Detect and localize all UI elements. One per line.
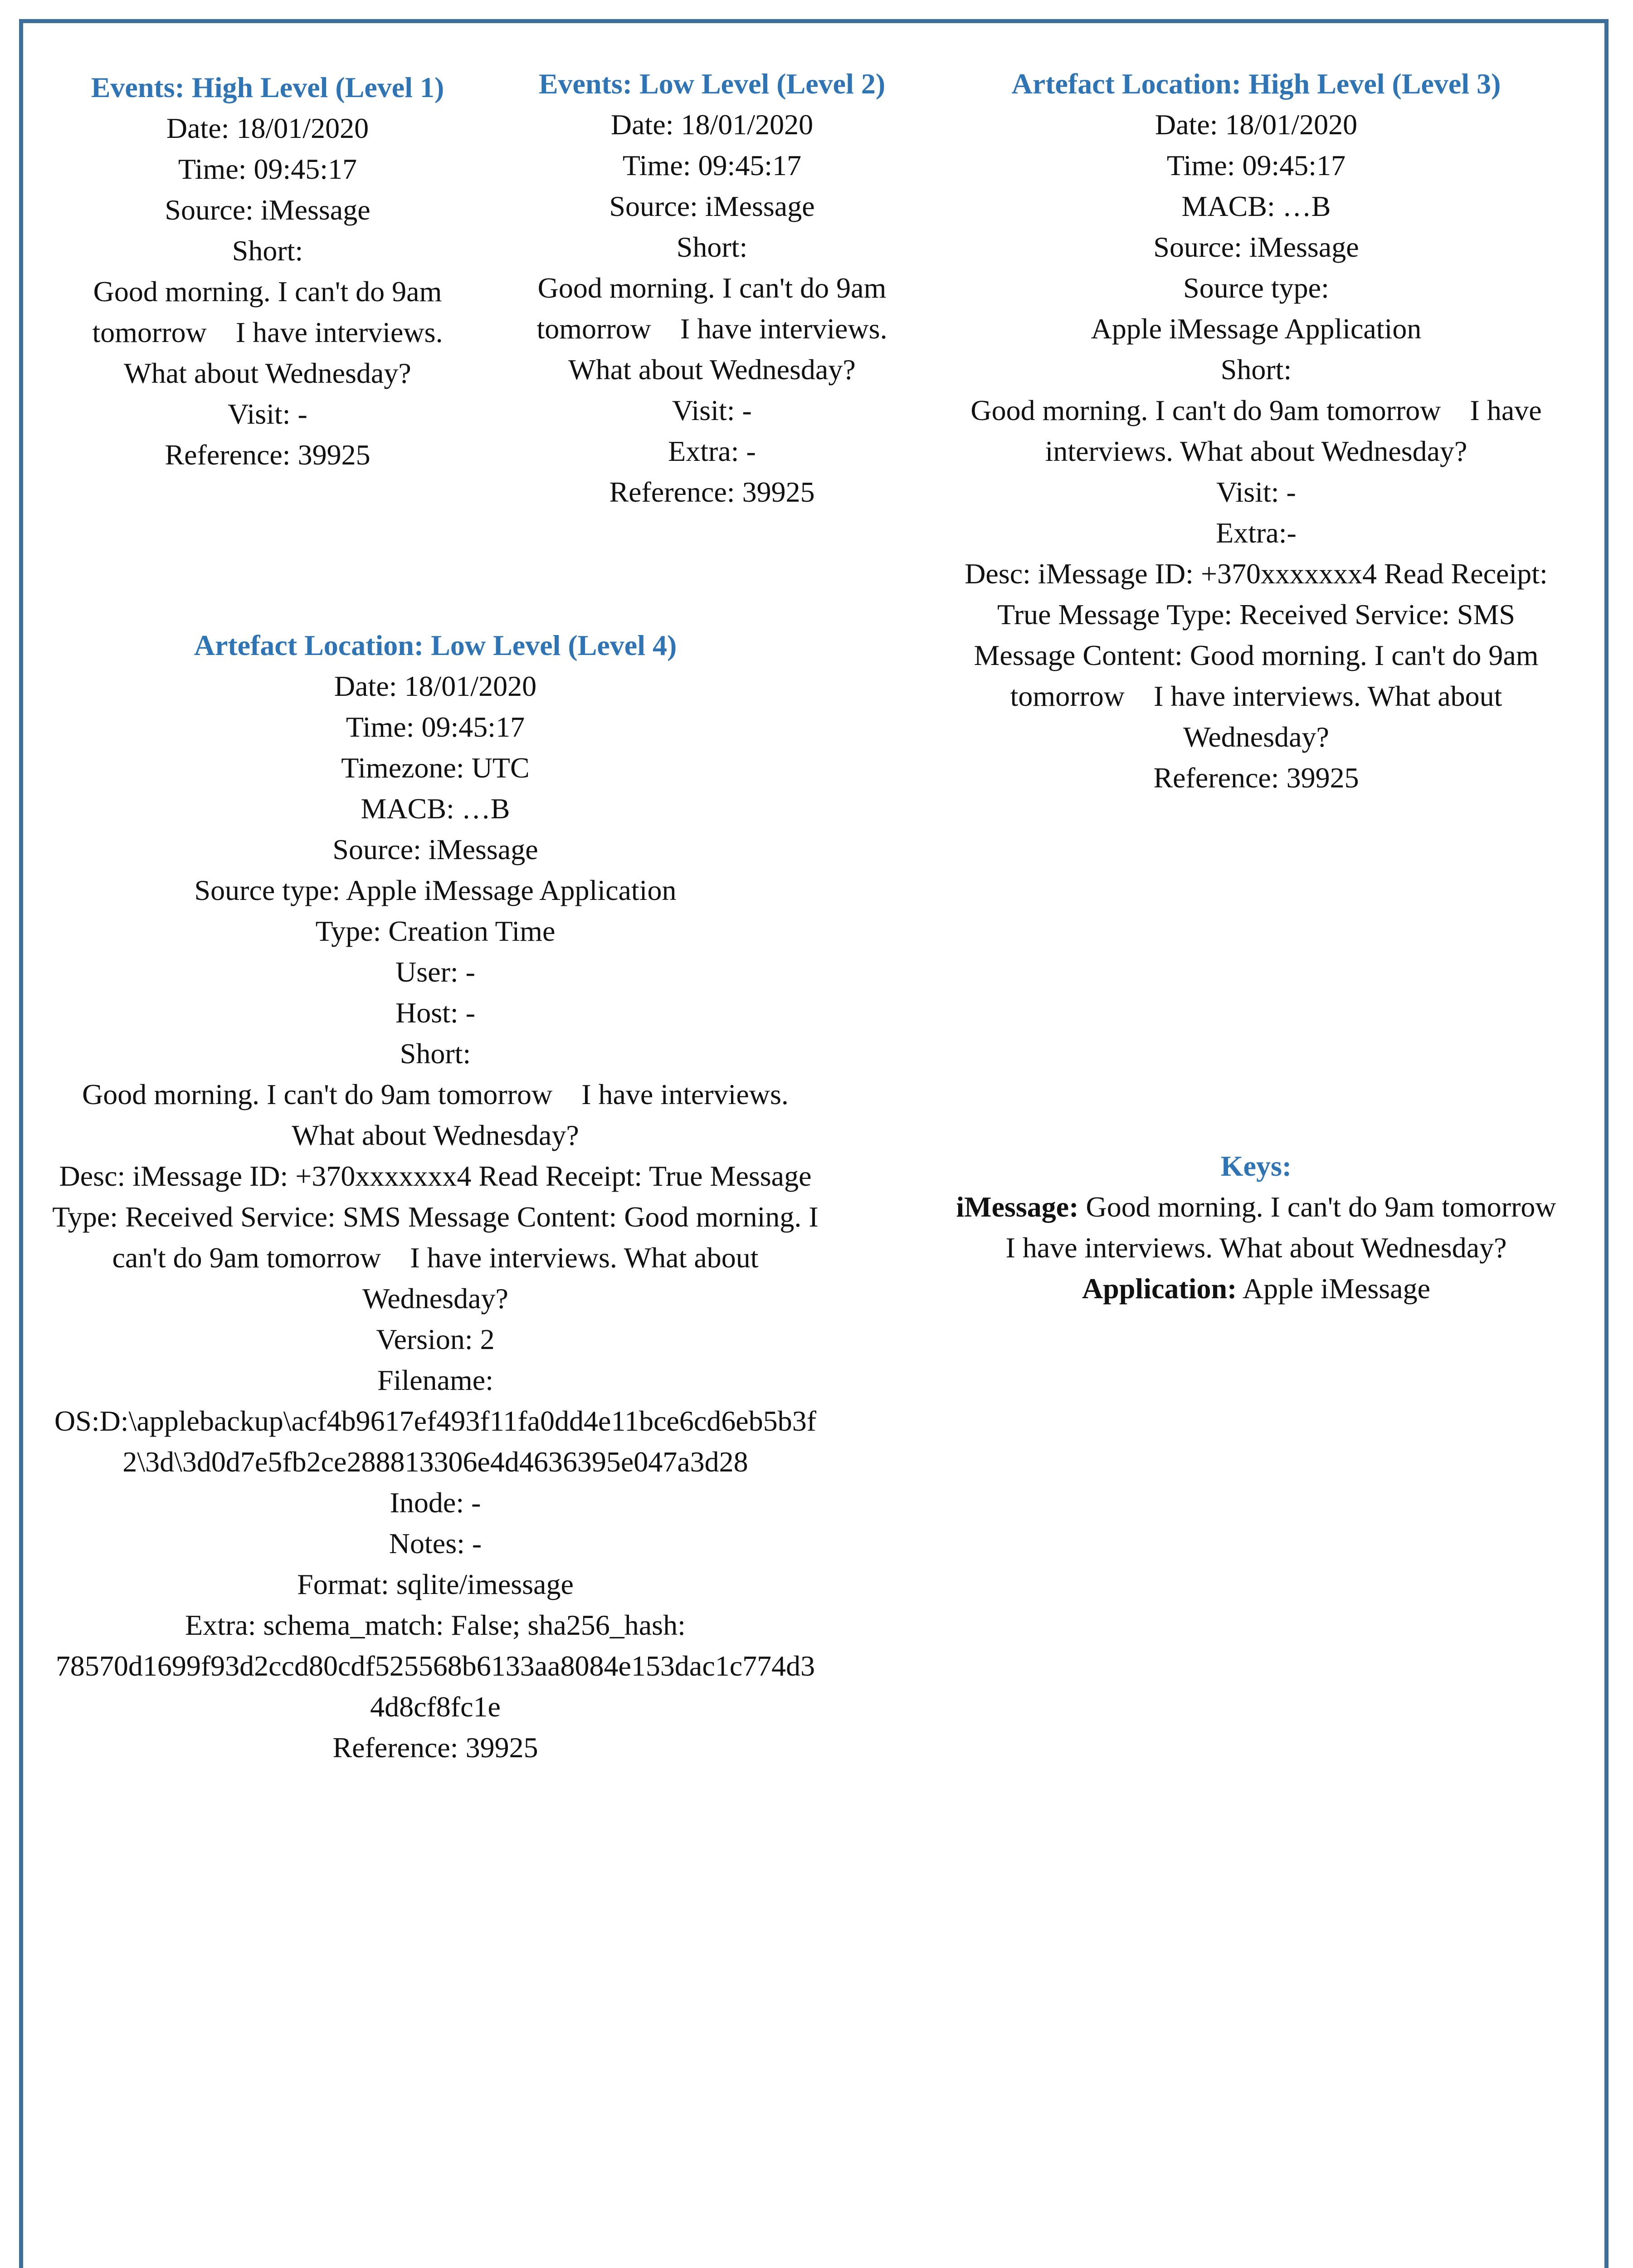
level4-date: Date: 18/01/2020 <box>334 670 537 702</box>
level1-reference: Reference: 39925 <box>165 439 370 471</box>
artefact-high-level-block <box>952 64 1560 798</box>
events-low-level-block <box>503 64 921 513</box>
level4-notes: Notes: - <box>389 1527 482 1559</box>
level1-date: Date: 18/01/2020 <box>166 112 369 144</box>
level3-macb: MACB: …B <box>1181 190 1331 222</box>
level2-extra: Extra: - <box>668 435 756 467</box>
level4-desc: Desc: iMessage ID: +370xxxxxxx4 Read Receipt: True Message Type: Received Service: SMS Message Content: Good morning. I can't do 9am tomorrow I have interviews. What about Wednesday? <box>52 1160 826 1315</box>
level4-time: Time: 09:45:17 <box>346 711 525 743</box>
level4-user: User: - <box>395 956 475 988</box>
level4-reference: Reference: 39925 <box>332 1731 538 1764</box>
artefact-low-level-title: Artefact Location: Low Level (Level 4) <box>194 629 677 661</box>
level2-short-text: Good morning. I can't do 9am tomorrow I have interviews. What about Wednesday? <box>536 272 894 386</box>
level3-reference: Reference: 39925 <box>1153 762 1359 794</box>
level4-short-label: Short: <box>400 1037 471 1070</box>
level3-source: Source: iMessage <box>1153 231 1359 263</box>
level3-source-type-label: Source type: <box>1183 272 1329 304</box>
level3-desc: Desc: iMessage ID: +370xxxxxxx4 Read Receipt: True Message Type: Received Service: SMS Message Content: Good morning. I can't do 9am tomorrow I have interviews. What about Wednesday? <box>965 557 1555 753</box>
level4-type: Type: Creation Time <box>315 915 556 947</box>
keys-imessage-line <box>952 1187 1585 1268</box>
level2-reference: Reference: 39925 <box>609 476 815 508</box>
events-low-level-title: Events: Low Level (Level 2) <box>538 68 886 100</box>
level4-filename-value: OS:D:\applebackup\acf4b9617ef493f11fa0dd4e11bce6cd6eb5b3f2\3d\3d0d7e5fb2ce288813306e4d4636395e047a3d28 <box>54 1405 817 1478</box>
keys-application-line <box>952 1268 1560 1309</box>
level2-visit: Visit: - <box>672 394 752 426</box>
level1-source: Source: iMessage <box>165 194 370 226</box>
level2-source: Source: iMessage <box>609 190 815 222</box>
level3-source-type-value: Apple iMessage Application <box>1091 313 1422 345</box>
level4-source-type: Source type: Apple iMessage Application <box>194 874 677 906</box>
level1-short-text: Good morning. I can't do 9am tomorrow I have interviews. What about Wednesday? <box>92 275 450 389</box>
level4-extra-label: Extra: schema_match: False; sha256_hash: <box>185 1609 686 1641</box>
level3-extra: Extra:- <box>1216 517 1297 549</box>
artefact-low-level-block <box>50 625 826 1768</box>
events-high-level-block <box>59 67 476 475</box>
keys-title: Keys: <box>1220 1150 1292 1182</box>
level3-visit: Visit: - <box>1216 476 1296 508</box>
level1-time: Time: 09:45:17 <box>178 153 357 185</box>
level4-filename-label: Filename: <box>377 1364 493 1396</box>
level4-inode: Inode: - <box>390 1486 481 1519</box>
level1-visit: Visit: - <box>228 398 307 430</box>
level3-date: Date: 18/01/2020 <box>1155 108 1358 141</box>
level2-time: Time: 09:45:17 <box>622 149 802 181</box>
level4-extra-hash: 78570d1699f93d2ccd80cdf525568b6133aa8084e153dac1c774d34d8cf8fc1e <box>55 1650 815 1723</box>
keys-imessage-value: Good morning. I can't do 9am tomorrow I have interviews. What about Wednesday? <box>1005 1191 1585 1264</box>
keys-block <box>952 1146 1585 1309</box>
events-high-level-title: Events: High Level (Level 1) <box>91 71 444 103</box>
level3-time: Time: 09:45:17 <box>1166 149 1346 181</box>
level4-short-text: Good morning. I can't do 9am tomorrow I have interviews. What about Wednesday? <box>82 1078 795 1151</box>
level3-short-label: Short: <box>1220 353 1292 386</box>
level4-host: Host: - <box>395 997 475 1029</box>
level4-format: Format: sqlite/imessage <box>297 1568 574 1600</box>
level1-short-label: Short: <box>232 235 303 267</box>
level4-timezone: Timezone: UTC <box>341 752 530 784</box>
level2-short-label: Short: <box>676 231 748 263</box>
artefact-high-level-title: Artefact Location: High Level (Level 3) <box>1011 68 1501 100</box>
keys-application-value: Apple iMessage <box>1237 1272 1430 1305</box>
level4-macb: MACB: …B <box>361 792 510 825</box>
keys-application-label: Application: <box>1082 1272 1237 1305</box>
level4-version: Version: 2 <box>376 1323 495 1355</box>
level4-source: Source: iMessage <box>332 833 538 865</box>
level2-date: Date: 18/01/2020 <box>610 108 814 141</box>
keys-imessage-label: iMessage: <box>956 1191 1079 1223</box>
level3-short-text: Good morning. I can't do 9am tomorrow I have interviews. What about Wednesday? <box>970 394 1549 467</box>
